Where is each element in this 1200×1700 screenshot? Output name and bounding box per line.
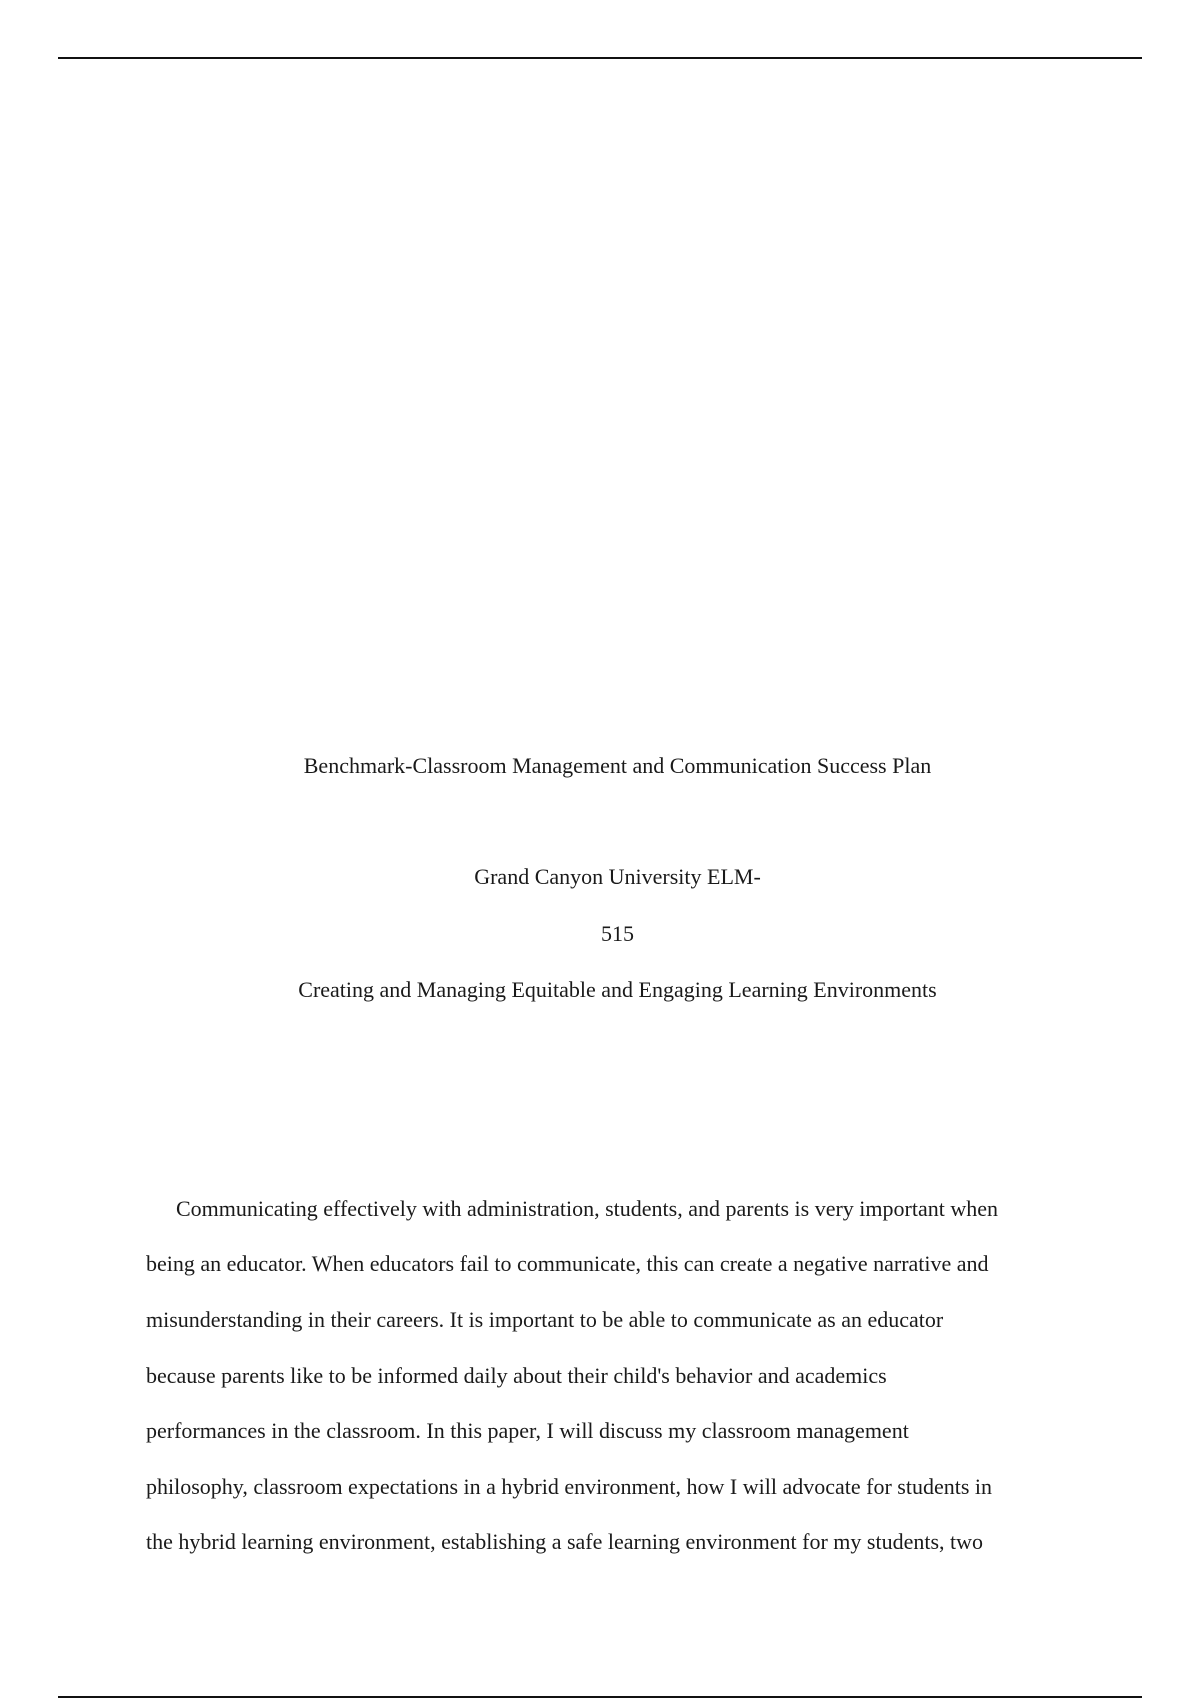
body-line: being an educator. When educators fail to communicate, this can create a negative narrative and xyxy=(146,1251,989,1276)
body-line: because parents like to be informed daily about their child's behavior and academics xyxy=(146,1363,887,1388)
body-line: philosophy, classroom expectations in a hybrid environment, how I will advocate for students in xyxy=(146,1474,993,1499)
body-line: the hybrid learning environment, establishing a safe learning environment for my students, two xyxy=(146,1529,984,1554)
course-title: Creating and Managing Equitable and Engaging Learning Environments xyxy=(298,977,937,1002)
page-top-rule xyxy=(58,57,1142,59)
page-bottom-rule xyxy=(58,1696,1142,1698)
document-title: Benchmark-Classroom Management and Communication Success Plan xyxy=(303,753,932,778)
institution-line-1: Grand Canyon University ELM- xyxy=(474,864,761,889)
body-line: performances in the classroom. In this paper, I will discuss my classroom management xyxy=(146,1418,909,1443)
institution-line-2: 515 xyxy=(601,921,634,946)
body-line: Communicating effectively with administration, students, and parents is very important when xyxy=(176,1196,998,1221)
body-line: misunderstanding in their careers. It is important to be able to communicate as an educator xyxy=(146,1307,944,1332)
